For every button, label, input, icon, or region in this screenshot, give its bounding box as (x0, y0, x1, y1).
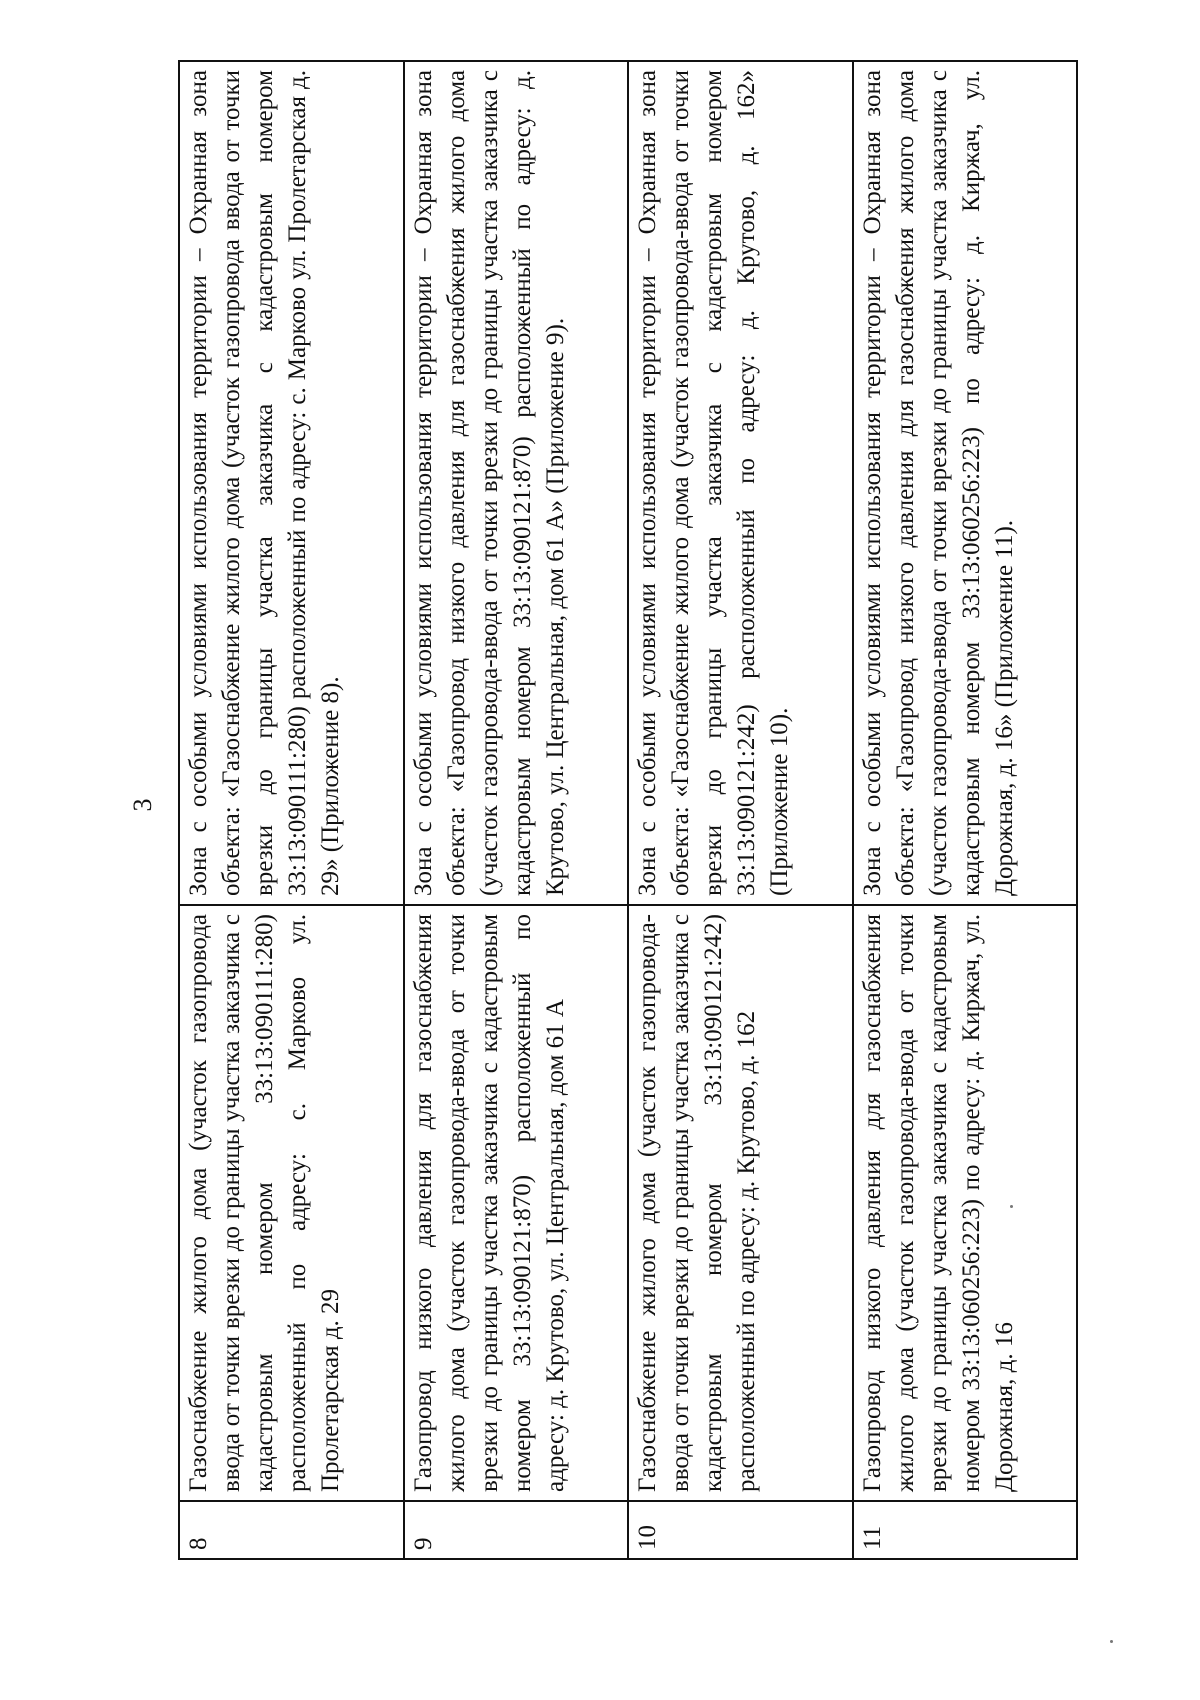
row-number: 8 (179, 1501, 404, 1559)
zone-description: Зона с особыми условиями использования территории – Охранная зона объекта: «Газопровод низкого давления для газоснабжения жилого дома (участок газопровода-ввода от точки врезки до границы участка заказчика с кадастровым номером 33:13:060256:223) по адресу: д. Киржач, ул. Дорожная, д. 16» (Приложение 11). (853, 61, 1078, 905)
object-description: Газопровод низкого давления для газоснабжения жилого дома (участок газопровода-ввода от точки врезки до границы участка заказчика с кадастровым номером 33:13:060256:223) по адресу: д. Киржач, ул. Дорожная, д. 16 (853, 905, 1078, 1501)
zone-description: Зона с особыми условиями использования территории – Охранная зона объекта: «Газопровод низкого давления для газоснабжения жилого дома (участок газопровода-ввода от точки врезки до границы участка заказчика с кадастровым номером 33:13:090121:870) расположенный по адресу: д. Крутово, ул. Центральная, дом 61 А» (Приложение 9). (404, 61, 629, 905)
table-row (404, 61, 629, 1559)
row-number: 10 (628, 1501, 853, 1559)
object-description: Газоснабжение жилого дома (участок газопровода ввода от точки врезки до границы участка заказчика с кадастровым номером 33:13:090111:280) расположенный по адресу: с. Марково ул. Пролетарская д. 29 (179, 905, 404, 1501)
scan-speck (1110, 1640, 1113, 1643)
object-description: Газоснабжение жилого дома (участок газопровода-ввода от точки врезки до границы участка заказчика с кадастровым номером 33:13:090121:242) расположенный по адресу: д. Крутово, д. 162 (628, 905, 853, 1501)
row-number: 9 (404, 1501, 629, 1559)
zones-table (178, 60, 1078, 1560)
zone-description: Зона с особыми условиями использования территории – Охранная зона объекта: «Газоснабжение жилого дома (участок газопровода-ввода от точки врезки до границы участка заказчика с кадастровым номером 33:13:090121:242) расположенный по адресу: д. Крутово, д. 162» (Приложение 10). (628, 61, 853, 905)
table-row (179, 61, 404, 1559)
object-description: Газопровод низкого давления для газоснабжения жилого дома (участок газопровода-ввода от точки врезки до границы участка заказчика с кадастровым номером 33:13:090121:870) расположенный по адресу: д. Крутово, ул. Центральная, дом 61 А (404, 905, 629, 1501)
rotated-content (128, 60, 1078, 1560)
table-row (628, 61, 853, 1559)
zone-description: Зона с особыми условиями использования территории – Охранная зона объекта: «Газоснабжение жилого дома (участок газопровода ввода от точки врезки до границы участка заказчика с кадастровым номером 33:13:090111:280) расположенный по адресу: с. Марково ул. Пролетарская д. 29» (Приложение 8). (179, 61, 404, 905)
table-row (853, 61, 1078, 1559)
row-number: 11 (853, 1501, 1078, 1559)
scan-speck (1010, 1205, 1013, 1208)
page-number: 3 (128, 798, 157, 812)
